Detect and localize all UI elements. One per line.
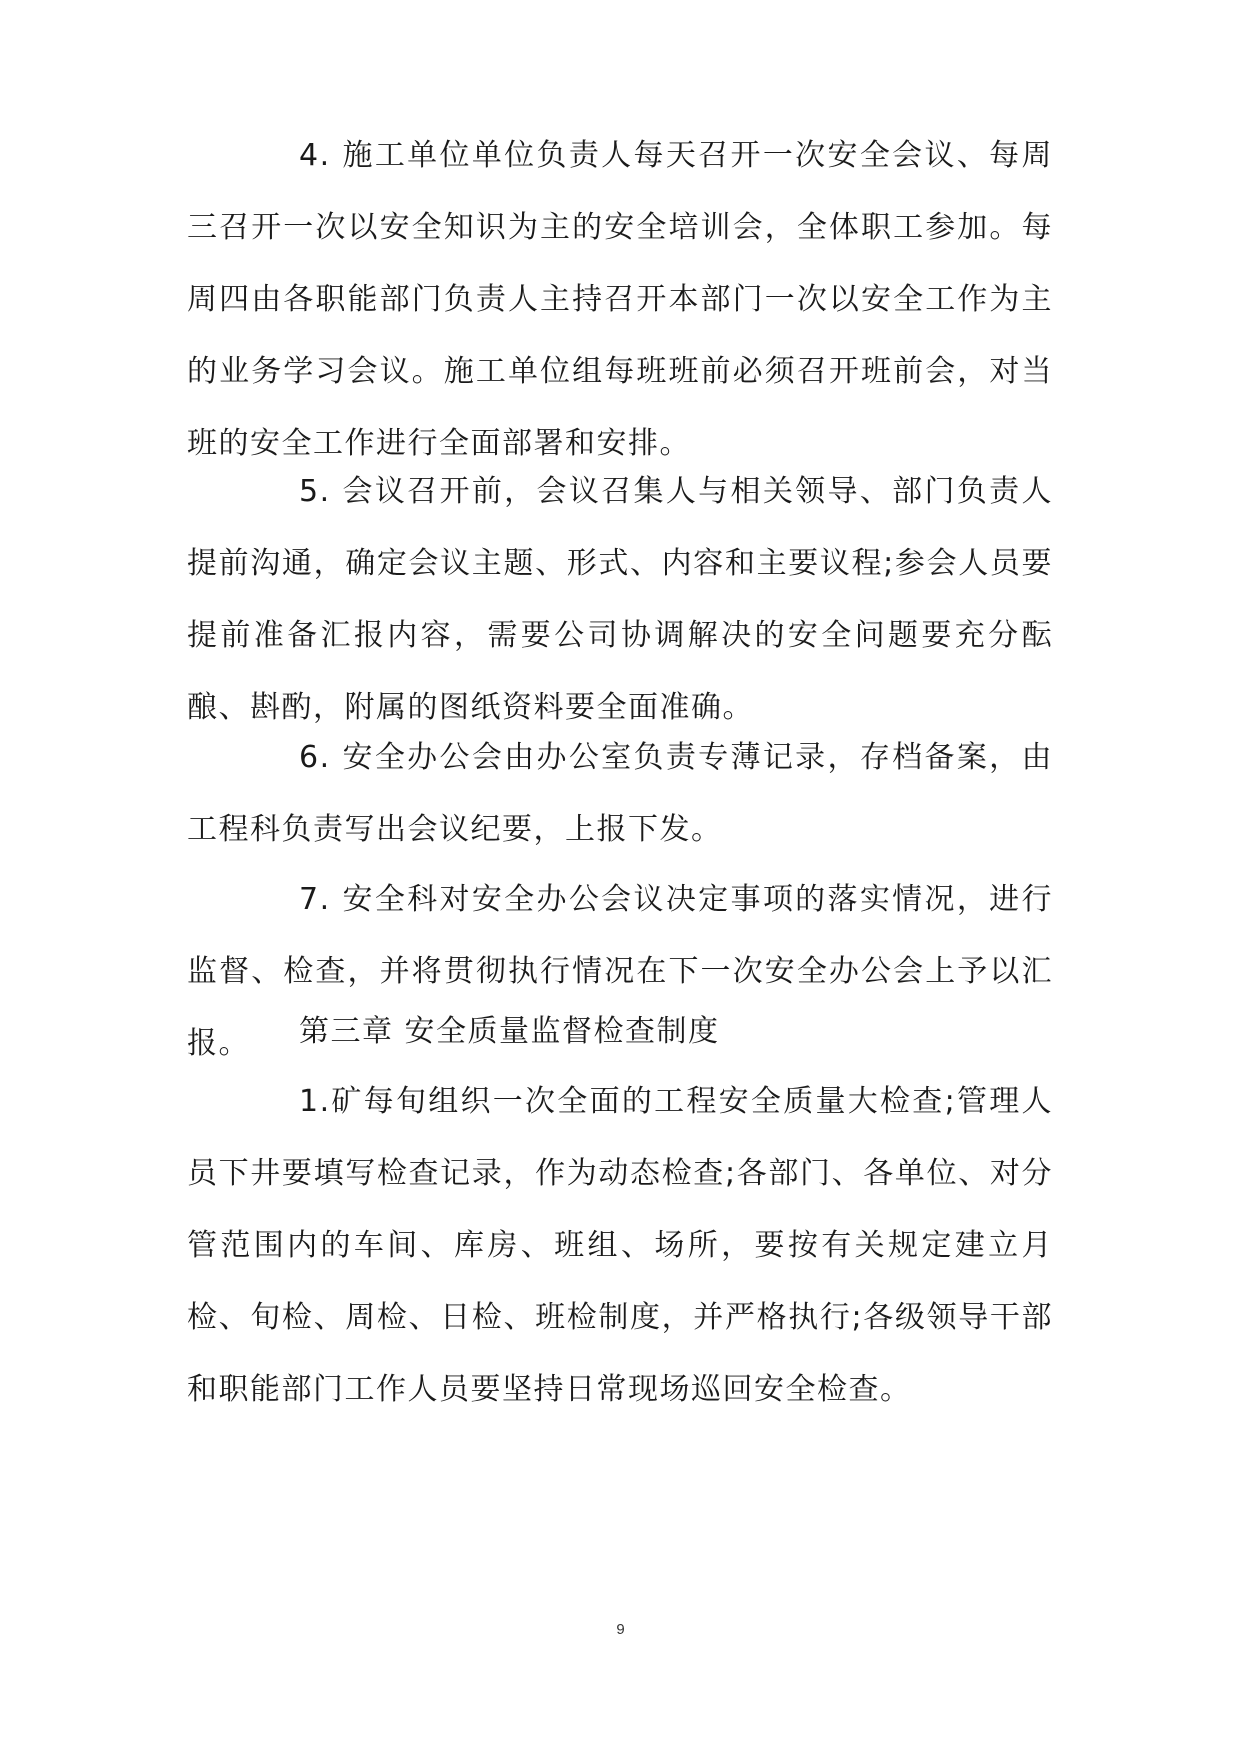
paragraph-item-6: 6. 安全办公会由办公室负责专薄记录，存档备案，由工程科负责写出会议纪要，上报下发。 [187, 740, 1053, 847]
paragraph-item-5: 5. 会议召开前，会议召集人与相关领导、部门负责人提前沟通，确定会议主题、形式、内容和主要议程;参会人员要提前准备汇报内容，需要公司协调解决的安全问题要充分酝酿、斟酌，附属的图纸资料要全面准确。 [187, 474, 1053, 725]
paragraph-item-4: 4. 施工单位单位负责人每天召开一次安全会议、每周三召开一次以安全知识为主的安全培训会，全体职工参加。每周四由各职能部门负责人主持召开本部门一次以安全工作为主的业务学习会议。施工单位组每班班前必须召开班前会，对当班的安全工作进行全面部署和安排。 [187, 138, 1053, 461]
paragraph-item-7: 7. 安全科对安全办公会议决定事项的落实情况，进行监督、检查，并将贯彻执行情况在下一次安全办公会上予以汇报。 [187, 882, 1053, 1061]
page-number: 9 [616, 1621, 625, 1638]
chapter-heading: 第三章 安全质量监督检查制度 [299, 1014, 720, 1049]
chapter-paragraph-1: 1.矿每旬组织一次全面的工程安全质量大检查;管理人员下井要填写检查记录，作为动态检查;各部门、各单位、对分管范围内的车间、库房、班组、场所，要按有关规定建立月检、旬检、周检、日检、班检制度，并严格执行;各级领导干部和职能部门工作人员要坚持日常现场巡回安全检查。 [187, 1084, 1053, 1407]
